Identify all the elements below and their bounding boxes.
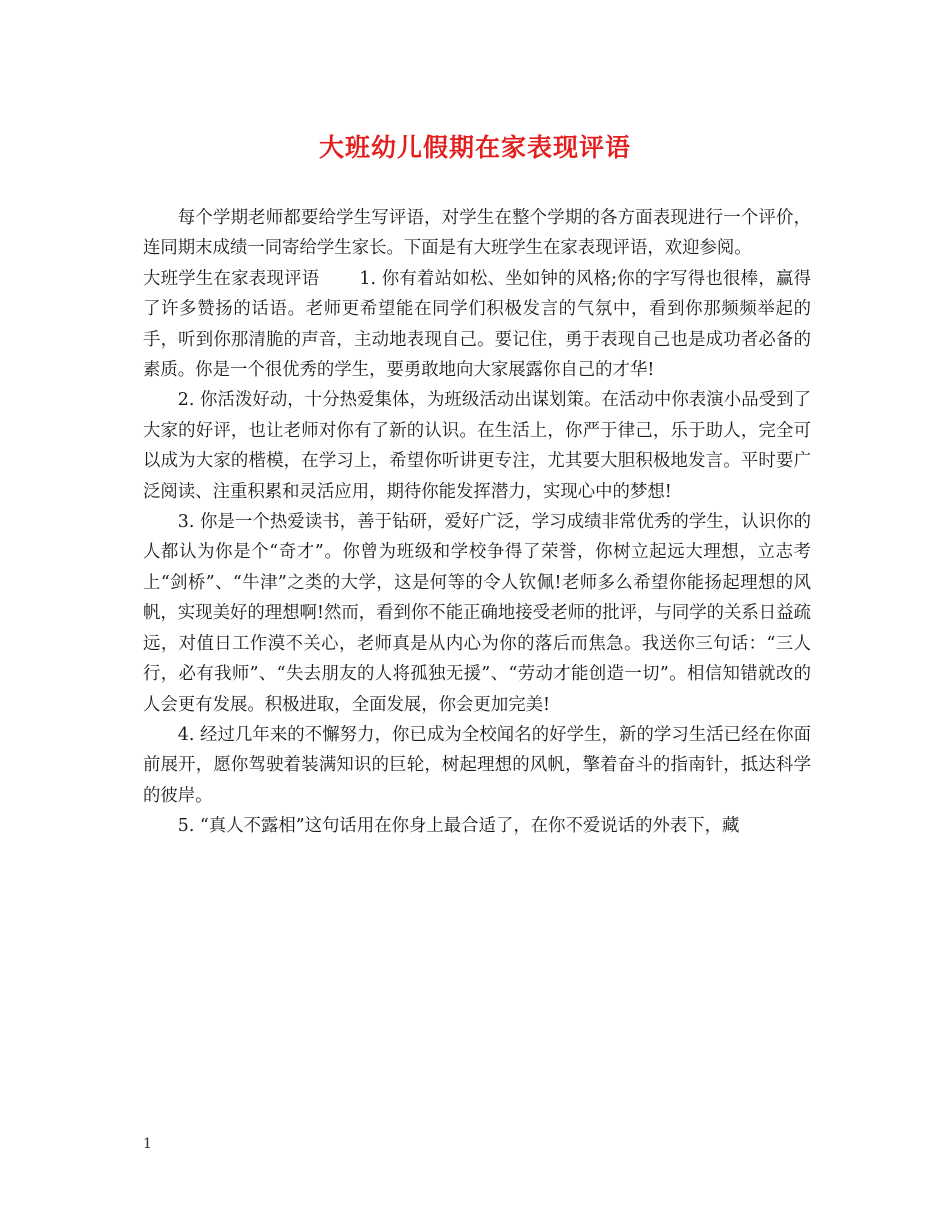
first-comment-paragraph [143, 264, 811, 386]
comment-4: 4. 经过几年来的不懈努力，你已成为全校闻名的好学生，新的学习生活已经在你面前展开，愿你驾驶着装满知识的巨轮，树起理想的风帆，擎着奋斗的指南针，抵达科学的彼岸。 [143, 724, 811, 806]
comment-2: 2. 你活泼好动，十分热爱集体，为班级活动出谋划策。在活动中你表演小品受到了大家的好评，也让老师对你有了新的认识。在生活上，你严于律己，乐于助人，完全可以成为大家的楷模，在学习上，希望你听讲更专注，尤其要大胆积极地发言。平时要广泛阅读、注重积累和灵活应用，期待你能发挥潜力，实现心中的梦想! [143, 390, 811, 502]
comment-1: 1. 你有着站如松、坐如钟的风格;你的字写得也很棒，赢得了许多赞扬的话语。老师更希望能在同学们积极发言的气氛中，看到你那频频举起的手，听到你那清脆的声音，主动地表现自己。要记住，勇于表现自己也是成功者必备的素质。你是一个很优秀的学生，要勇敢地向大家展露你自己的才华! [143, 268, 811, 381]
document-body [143, 203, 811, 842]
page-number: 1 [143, 1136, 152, 1152]
intro-paragraph: 每个学期老师都要给学生写评语，对学生在整个学期的各方面表现进行一个评价，连同期末成绩一同寄给学生家长。下面是有大班学生在家表现评语，欢迎参阅。 [143, 208, 811, 259]
comment-3: 3. 你是一个热爱读书，善于钻研，爱好广泛，学习成绩非常优秀的学生，认识你的人都认为你是个“奇才”。你曾为班级和学校争得了荣誉，你树立起远大理想，立志考上“剑桥”、“牛津”之类的大学，这是何等的令人钦佩!老师多么希望你能扬起理想的风帆，实现美好的理想啊!然而，看到你不能正确地接受老师的批评，与同学的关系日益疏远，对值日工作漠不关心，老师真是从内心为你的落后而焦急。我送你三句话：“三人行，必有我师”、“失去朋友的人将孤独无援”、“劳动才能创造一切”。相信知错就改的人会更有发展。积极进取，全面发展，你会更加完美! [143, 512, 811, 715]
document-title: 大班幼儿假期在家表现评语 [318, 133, 631, 162]
section-label: 大班学生在家表现评语 [143, 268, 320, 289]
comment-5: 5. “真人不露相”这句话用在你身上最合适了，在你不爱说话的外表下，藏 [177, 816, 740, 837]
